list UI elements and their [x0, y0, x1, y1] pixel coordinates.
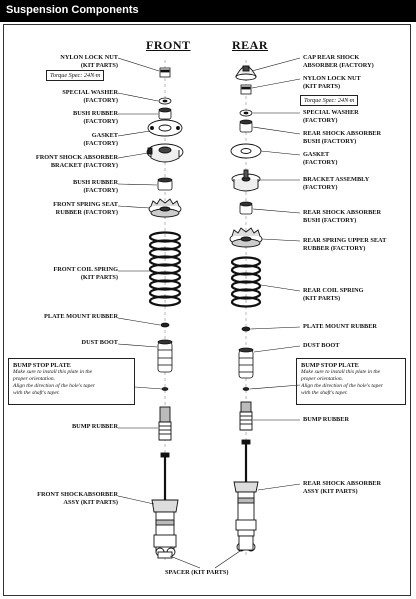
front-dust-boot [158, 340, 172, 372]
front-spring-seat-rubber [149, 199, 181, 217]
rear-label-coil-spring: REAR COIL SPRING (KIT PARTS) [303, 287, 364, 302]
rear-label-nylon-lock-nut: NYLON LOCK NUT (KIT PARTS) [303, 75, 361, 90]
front-shock-absorber [152, 453, 178, 558]
rear-bracket-assembly [232, 170, 260, 191]
rear-gasket [231, 144, 261, 158]
rear-label-bump-rubber: BUMP RUBBER [303, 416, 350, 423]
rear-note-line-3: Align the direction of the hole's taper [301, 383, 383, 389]
front-column-title: FRONT [146, 38, 191, 52]
front-label-shock-bracket: FRONT SHOCK ABSORBER BRACKET (FACTORY) [35, 154, 118, 169]
rear-special-washer [240, 110, 252, 116]
front-label-plate-mount-rubber: PLATE MOUNT RUBBER [44, 313, 118, 320]
rear-bump-stop-plate [243, 388, 249, 391]
front-label-special-washer: SPECIAL WASHER (FACTORY) [62, 89, 118, 104]
front-label-bump-rubber: BUMP RUBBER [71, 423, 118, 430]
front-note-line-4: with the shaft's taper. [13, 390, 60, 396]
front-bump-rubber [159, 407, 171, 440]
rear-label-dust-boot: DUST BOOT [303, 342, 340, 349]
rear-label-shock-absorber: REAR SHOCK ABSORBER ASSY (KIT PARTS) [303, 480, 382, 495]
rear-leader-lines [215, 58, 300, 568]
rear-label-special-washer: SPECIAL WASHER (FACTORY) [303, 109, 359, 124]
front-label-spring-seat: FRONT SPRING SEAT RUBBER (FACTORY) [53, 201, 118, 216]
rear-note-title: BUMP STOP PLATE [301, 362, 359, 369]
front-bump-stop-plate [162, 388, 168, 391]
front-label-bush-rubber: BUSH RUBBER (FACTORY) [73, 110, 118, 125]
rear-bump-stop-note [296, 358, 406, 405]
rear-coil-spring [232, 258, 260, 307]
rear-label-cap: CAP REAR SHOCK ABSORBER (FACTORY) [303, 54, 374, 69]
front-note-title: BUMP STOP PLATE [13, 362, 71, 369]
front-torque-spec: Torque Spec: 24N·m [46, 70, 104, 81]
front-note-line-1: Make sure to install this plate in the [13, 369, 93, 375]
front-label-bush-rubber-lower: BUSH RUBBER (FACTORY) [73, 179, 118, 194]
front-bump-stop-note [8, 358, 135, 405]
front-label-gasket: GASKET (FACTORY) [83, 132, 118, 147]
rear-bush-lower [240, 202, 252, 214]
spacer-label: SPACER (KIT PARTS) [165, 569, 229, 576]
rear-nylon-lock-nut [241, 85, 251, 94]
rear-note-line-2: proper orientation. [301, 376, 343, 382]
front-gasket [148, 120, 182, 136]
front-label-nylon-lock-nut: NYLON LOCK NUT (KIT PARTS) [60, 54, 118, 69]
front-special-washer [159, 98, 171, 104]
rear-label-bush-upper: REAR SHOCK ABSORBER BUSH (FACTORY) [303, 130, 382, 145]
front-bush-rubber-top [159, 108, 171, 119]
header-title: Suspension Components [6, 4, 139, 16]
front-label-coil-spring: FRONT COIL SPRING (KIT PARTS) [53, 266, 118, 281]
rear-note-line-4: with the shaft's taper. [301, 390, 348, 396]
front-nylon-lock-nut [160, 68, 170, 77]
rear-label-bracket-assembly: BRACKET ASSEMBLY (FACTORY) [303, 176, 370, 191]
rear-bush-upper [240, 120, 252, 132]
rear-label-spring-upper-seat: REAR SPRING UPPER SEAT RUBBER (FACTORY) [303, 237, 387, 252]
front-label-dust-boot: DUST BOOT [81, 339, 118, 346]
front-label-shock-absorber: FRONT SHOCKABSORBER ASSY (KIT PARTS) [37, 491, 118, 506]
rear-plate-mount-rubber [242, 327, 250, 331]
rear-torque-spec: Torque Spec: 24N·m [300, 95, 358, 106]
front-note-line-3: Align the direction of the hole's taper [13, 383, 95, 389]
rear-column-title: REAR [232, 38, 269, 52]
rear-label-gasket: GASKET (FACTORY) [303, 151, 338, 166]
rear-label-bush-lower: REAR SHOCK ABSORBER BUSH (FACTORY) [303, 209, 382, 224]
front-bush-rubber-lower [158, 178, 172, 190]
front-shock-bracket [147, 144, 183, 162]
rear-label-plate-mount-rubber: PLATE MOUNT RUBBER [303, 323, 377, 330]
front-plate-mount-rubber [161, 323, 169, 327]
rear-bump-rubber [240, 402, 252, 430]
front-note-line-2: proper orientation. [13, 376, 55, 382]
rear-cap [236, 66, 256, 80]
rear-note-line-1: Make sure to install this plate in the [301, 369, 381, 375]
rear-shock-absorber [234, 440, 258, 551]
rear-dust-boot [239, 348, 253, 378]
